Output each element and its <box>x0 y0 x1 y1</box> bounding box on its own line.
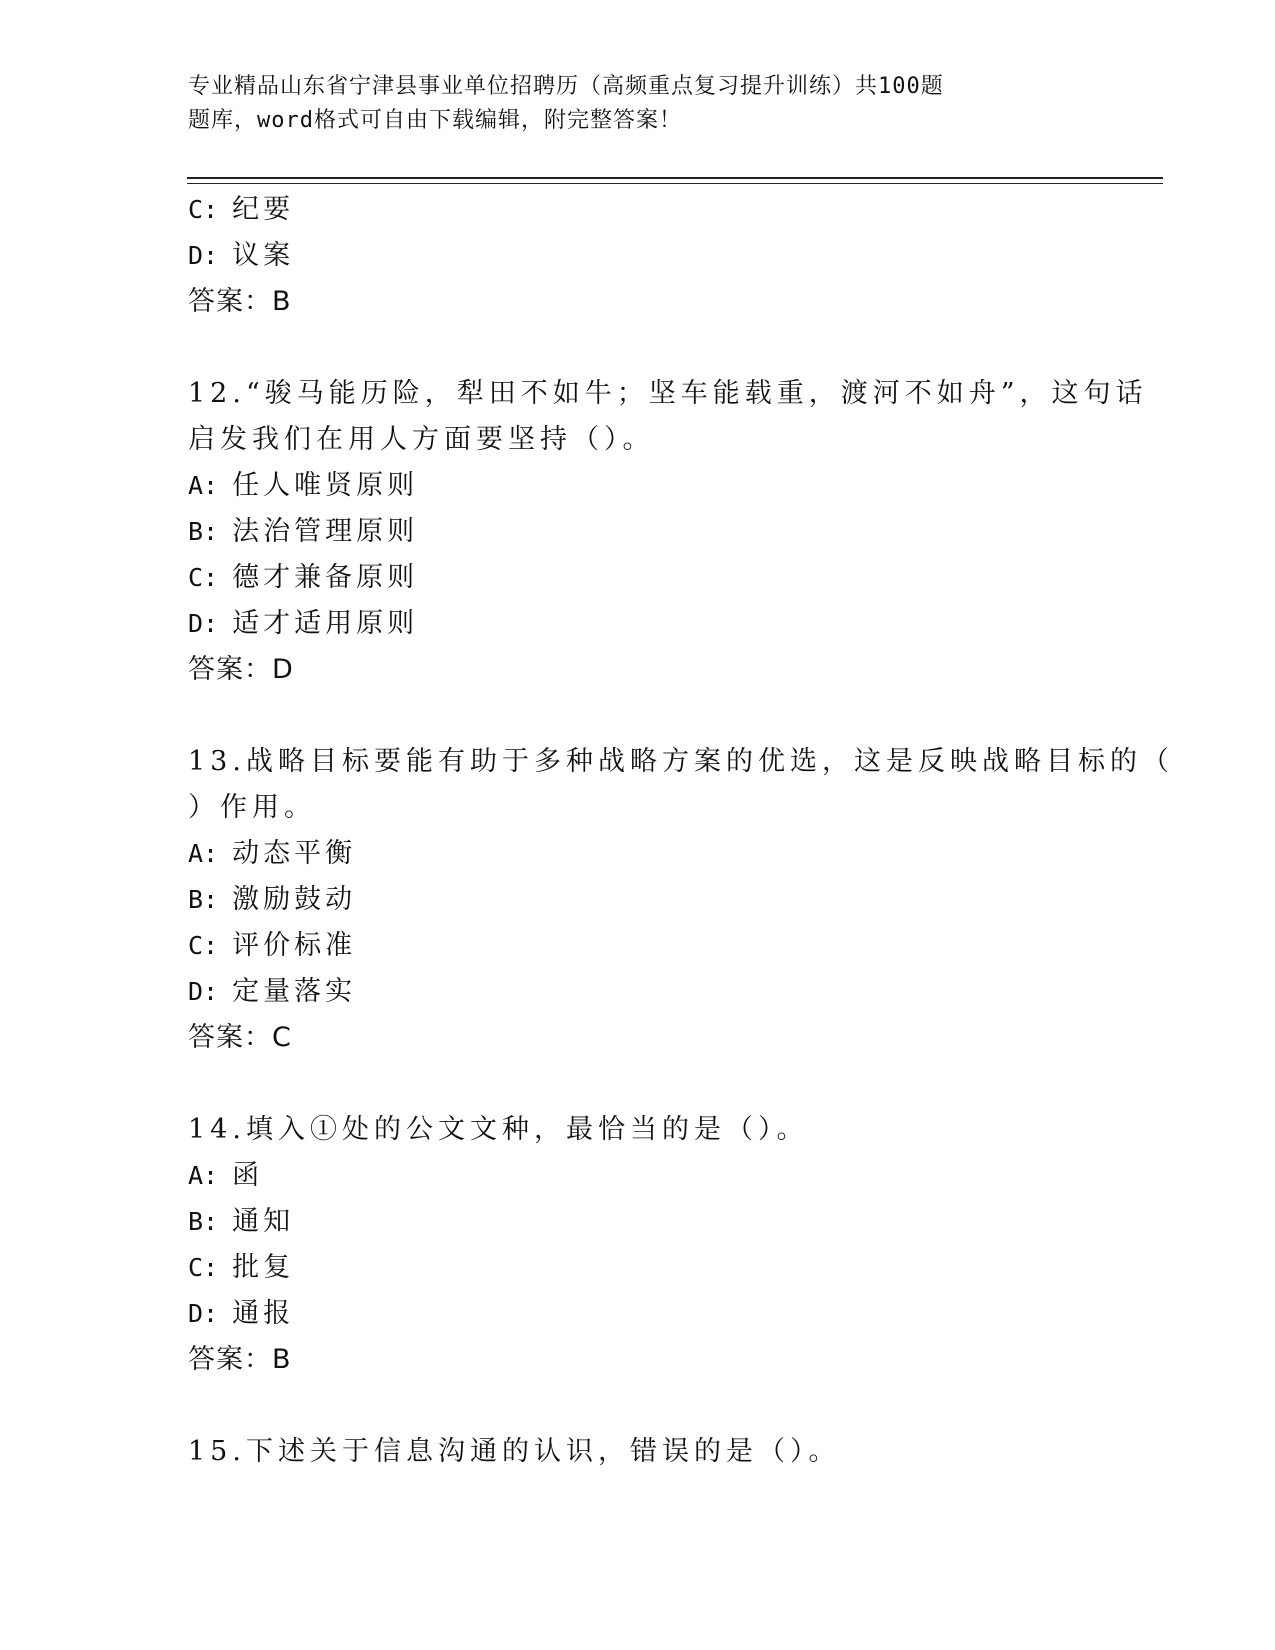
question-stem-line1: 15.下述关于信息沟通的认识，错误的是（）。 <box>188 1436 841 1467</box>
question-stem-line1: 12.“骏马能历险，犁田不如牛；坚车能载重，渡河不如舟”，这句话 <box>188 378 1148 409</box>
option-a: A: 函 <box>188 1160 264 1191</box>
answer-line: 答案：B <box>188 286 292 317</box>
option-d: D: 通报 <box>188 1298 295 1329</box>
question-13 <box>188 739 1174 1061</box>
option-c: C: 德才兼备原则 <box>188 562 419 593</box>
question-15 <box>188 1429 1128 1475</box>
header-rule-thick <box>187 177 1163 179</box>
question-stem-line2: 启发我们在用人方面要坚持（）。 <box>188 424 655 455</box>
header-rule-thin <box>187 183 1163 184</box>
option-c: C: 纪要 <box>188 194 295 225</box>
answer-line: 答案：B <box>188 1344 292 1375</box>
question-stem-line1: 13.战略目标要能有助于多种战略方案的优选，这是反映战略目标的（ <box>188 746 1174 777</box>
option-d: D: 定量落实 <box>188 976 357 1007</box>
question-12 <box>188 371 1148 693</box>
option-b: B: 通知 <box>188 1206 295 1237</box>
option-b: B: 激励鼓动 <box>188 884 357 915</box>
page-header <box>188 70 1088 138</box>
option-a: A: 任人唯贤原则 <box>188 470 419 501</box>
option-a: A: 动态平衡 <box>188 838 357 869</box>
option-d: D: 适才适用原则 <box>188 608 419 639</box>
option-c: C: 评价标准 <box>188 930 357 961</box>
question-14 <box>188 1107 1128 1383</box>
question-stem-line1: 14.填入①处的公文文种，最恰当的是（）。 <box>188 1114 809 1145</box>
option-b: B: 法治管理原则 <box>188 516 419 547</box>
question-stem-line2: ）作用。 <box>188 792 316 823</box>
question-11-tail <box>188 187 1128 325</box>
header-title-line2: 题库，word格式可自由下载编辑，附完整答案！ <box>188 108 682 133</box>
answer-line: 答案：D <box>188 654 294 685</box>
answer-line: 答案：C <box>188 1022 292 1053</box>
header-title-line1: 专业精品山东省宁津县事业单位招聘历（高频重点复习提升训练）共100题 <box>188 74 944 99</box>
question-body <box>188 187 1174 1475</box>
option-c: C: 批复 <box>188 1252 295 1283</box>
option-d: D: 议案 <box>188 240 295 271</box>
